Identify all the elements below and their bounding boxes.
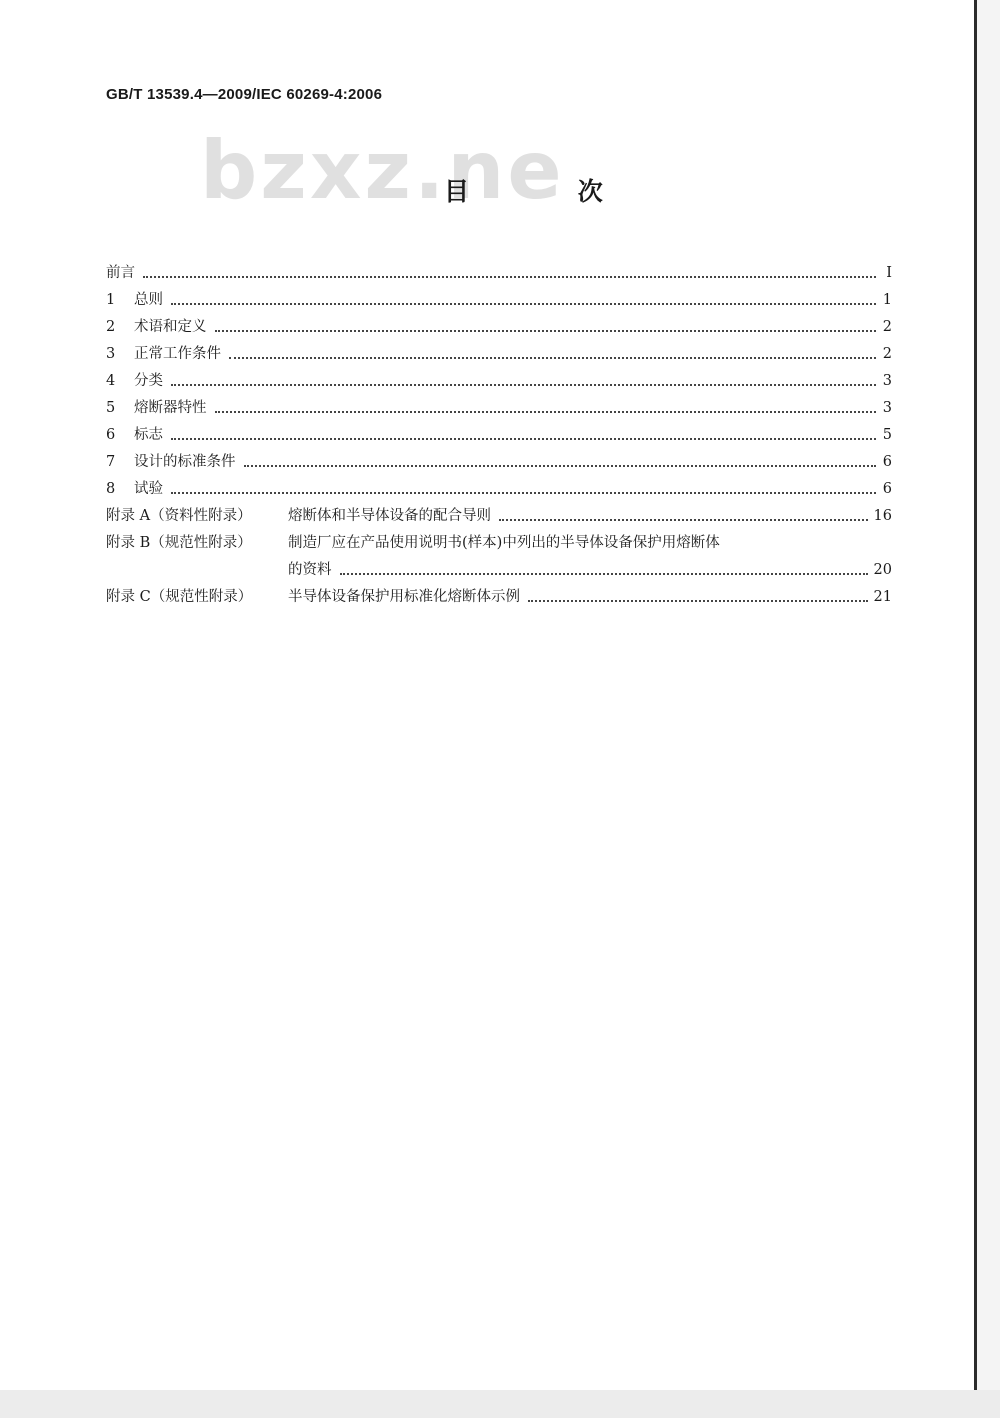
dot-leader <box>171 438 876 440</box>
toc-entry-label: 总则 <box>134 292 163 308</box>
annex-title-line <box>288 526 892 553</box>
toc-entry-page: 6 <box>882 454 892 470</box>
annex-body <box>288 526 892 580</box>
annex-body <box>288 499 892 526</box>
toc-entry-page: 2 <box>882 346 892 362</box>
toc-entry-label: 试验 <box>134 481 163 497</box>
toc-entry-5[interactable] <box>106 391 892 418</box>
toc-entry-page: 5 <box>882 427 892 443</box>
toc-entry-number: 6 <box>106 427 116 443</box>
toc-annex-b[interactable] <box>106 526 892 580</box>
toc-annex-c[interactable] <box>106 580 892 607</box>
toc-entry-number: 4 <box>106 373 116 389</box>
annex-label: 附录 B（规范性附录） <box>106 535 252 551</box>
annex-title-line <box>288 499 892 526</box>
toc-entry-page: 3 <box>882 373 892 389</box>
annex-title: 熔断体和半导体设备的配合导则 <box>288 508 491 524</box>
page-edge <box>974 0 977 1390</box>
toc-entry-2[interactable] <box>106 310 892 337</box>
toc-entry-6[interactable] <box>106 418 892 445</box>
dot-leader <box>229 357 876 359</box>
annex-title-line-continued <box>288 553 892 580</box>
dot-leader <box>499 519 868 521</box>
annex-title: 半导体设备保护用标准化熔断体示例 <box>288 589 520 605</box>
toc-entry-label: 熔断器特性 <box>134 400 207 416</box>
toc-entry-page: 16 <box>873 508 892 524</box>
annex-label: 附录 A（资料性附录） <box>106 508 252 524</box>
toc-entry-1[interactable] <box>106 283 892 310</box>
toc-entry-page: 6 <box>882 481 892 497</box>
svg-text:bzxz.net: bzxz.ne <box>200 124 560 214</box>
dot-leader <box>340 573 868 575</box>
toc-entry-number: 5 <box>106 400 116 416</box>
dot-leader <box>171 384 876 386</box>
dot-leader <box>171 303 876 305</box>
scan-bottom-strip <box>0 1390 1000 1418</box>
toc-entry-page: 20 <box>873 562 892 578</box>
toc-entry-4[interactable] <box>106 364 892 391</box>
scan-margin <box>977 0 1000 1390</box>
standard-code: GB/T 13539.4—2009/IEC 60269-4:2006 <box>106 86 383 103</box>
dot-leader <box>215 411 877 413</box>
dot-leader <box>528 600 868 602</box>
toc-entry-label: 设计的标准条件 <box>134 454 236 470</box>
toc-entry-number: 3 <box>106 346 116 362</box>
toc-entry-number: 8 <box>106 481 116 497</box>
annex-title-continued: 的资料 <box>288 562 332 578</box>
toc-entry-foreword[interactable] <box>106 256 892 283</box>
page-title: 目 次 <box>444 177 653 206</box>
dot-leader <box>143 276 876 278</box>
toc-entry-number: 7 <box>106 454 116 470</box>
toc-entry-page: Ⅰ <box>886 265 892 281</box>
toc-entry-label: 正常工作条件 <box>134 346 221 362</box>
toc-entry-page: 2 <box>882 319 892 335</box>
toc-entry-label: 分类 <box>134 373 163 389</box>
toc-entry-page: 3 <box>882 400 892 416</box>
dot-leader <box>215 330 877 332</box>
table-of-contents <box>106 256 892 607</box>
annex-title-line <box>288 580 892 607</box>
toc-entry-label: 术语和定义 <box>134 319 207 335</box>
toc-entry-page: 1 <box>882 292 892 308</box>
annex-label: 附录 C（规范性附录） <box>106 589 253 605</box>
toc-entry-page: 21 <box>873 589 892 605</box>
dot-leader <box>244 465 877 467</box>
toc-entry-3[interactable] <box>106 337 892 364</box>
toc-entry-number: 2 <box>106 319 116 335</box>
toc-entry-number: 1 <box>106 292 116 308</box>
toc-entry-label: 前言 <box>106 265 135 281</box>
annex-body <box>288 580 892 607</box>
dot-leader <box>171 492 876 494</box>
annex-title: 制造厂应在产品使用说明书(样本)中列出的半导体设备保护用熔断体 <box>288 535 720 551</box>
toc-entry-8[interactable] <box>106 472 892 499</box>
toc-entry-label: 标志 <box>134 427 163 443</box>
toc-entry-7[interactable] <box>106 445 892 472</box>
toc-annex-a[interactable] <box>106 499 892 526</box>
